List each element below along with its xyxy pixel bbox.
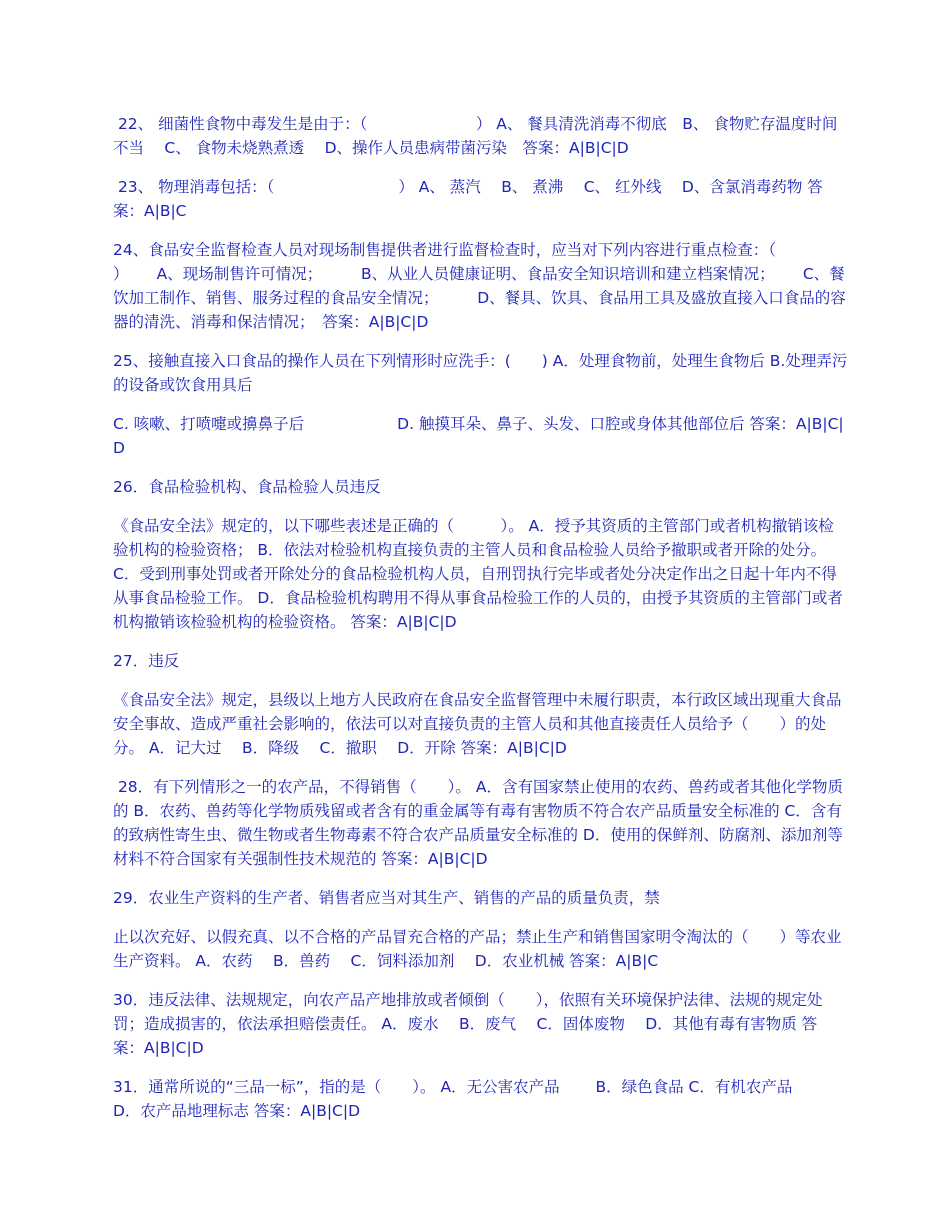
question-27: 27．违反 bbox=[113, 652, 180, 670]
question-31: 31．通常所说的“三品一标”，指的是（ ）。 A．无公害农产品 B．绿色食品 C．有机农产品 D．农产品地理标志 答案：A|B|C|D bbox=[113, 1078, 829, 1120]
question-25-cont: C. 咳嗽、打喷嚏或擤鼻子后 D. 触摸耳朵、鼻子、头发、口腔或身体其他部位后 答案：A|B|C|D bbox=[113, 415, 844, 457]
question-27-cont: 《食品安全法》规定，县级以上地方人民政府在食品安全监督管理中未履行职责，本行政区域出现重大食品安全事故、造成严重社会影响的，依法可以对直接负责的主管人员和其他直接责任人员给予（ ）的处分。 A．记大过 B．降级 C．撤职 D．开除 答案：A|B|C|D bbox=[113, 691, 842, 757]
question-25: 25、接触直接入口食品的操作人员在下列情形时应洗手：( ) A．处理食物前，处理生食物后 B.处理弄污的设备或饮食用具后 bbox=[113, 352, 848, 394]
question-list bbox=[113, 112, 854, 1138]
question-28: 28．有下列情形之一的农产品，不得销售（ ）。 A．含有国家禁止使用的农药、兽药或者其他化学物质的 B．农药、兽药等化学物质残留或者含有的重金属等有毒有害物质不符合农产品质量安全标准的 C．含有的致病性寄生虫、微生物或者生物毒素不符合农产品质量安全标准的 D．使用的保鲜剂、防腐剂、添加剂等材料不符合国家有关强制性技术规范的 答案：A|B|C|D bbox=[113, 778, 843, 868]
question-24: 24、食品安全监督检查人员对现场制售提供者进行监督检查时，应当对下列内容进行重点检查：（ ） A、现场制售许可情况； B、从业人员健康证明、食品安全知识培训和建立档案情况； C、餐饮加工制作、销售、服务过程的食品安全情况； D、餐具、饮具、食品用工具及盛放直接入口食品的容器的清洗、消毒和保洁情况； 答案：A|B|C|D bbox=[113, 241, 854, 331]
question-26-cont: 《食品安全法》规定的，以下哪些表述是正确的（ ）。 A．授予其资质的主管部门或者机构撤销该检验机构的检验资格； B．依法对检验机构直接负责的主管人员和食品检验人员给予撤职或者开除的处分。 C．受到刑事处罚或者开除处分的食品检验机构人员，自刑罚执行完毕或者处分决定作出之日起十年内不得从事食品检验工作。 D．食品检验机构聘用不得从事食品检验工作的人员的，由授予其资质的主管部门或者机构撤销该检验机构的检验资格。 答案：A|B|C|D bbox=[113, 517, 843, 631]
question-22: 22、 细菌性食物中毒发生是由于：（ ） A、 餐具清洗消毒不彻底 B、 食物贮存温度时间不当 C、 食物未烧熟煮透 D、操作人员患病带菌污染 答案：A|B|C|D bbox=[113, 115, 838, 157]
question-23: 23、 物理消毒包括：（ ） A、 蒸汽 B、 煮沸 C、 红外线 D、含氯消毒药物 答案：A|B|C bbox=[113, 178, 823, 220]
question-30: 30．违反法律、法规规定，向农产品产地排放或者倾倒（ ），依照有关环境保护法律、法规的规定处罚；造成损害的，依法承担赔偿责任。 A．废水 B．废气 C．固体废物 D．其他有毒有害物质 答案：A|B|C|D bbox=[113, 991, 823, 1057]
question-26: 26．食品检验机构、食品检验人员违反 bbox=[113, 478, 381, 496]
question-29-cont: 止以次充好、以假充真、以不合格的产品冒充合格的产品；禁止生产和销售国家明令淘汰的（ ）等农业生产资料。 A．农药 B．兽药 C．饲料添加剂 D．农业机械 答案：A|B|C bbox=[113, 928, 842, 970]
question-29: 29．农业生产资料的生产者、销售者应当对其生产、销售的产品的质量负责，禁 bbox=[113, 889, 660, 907]
